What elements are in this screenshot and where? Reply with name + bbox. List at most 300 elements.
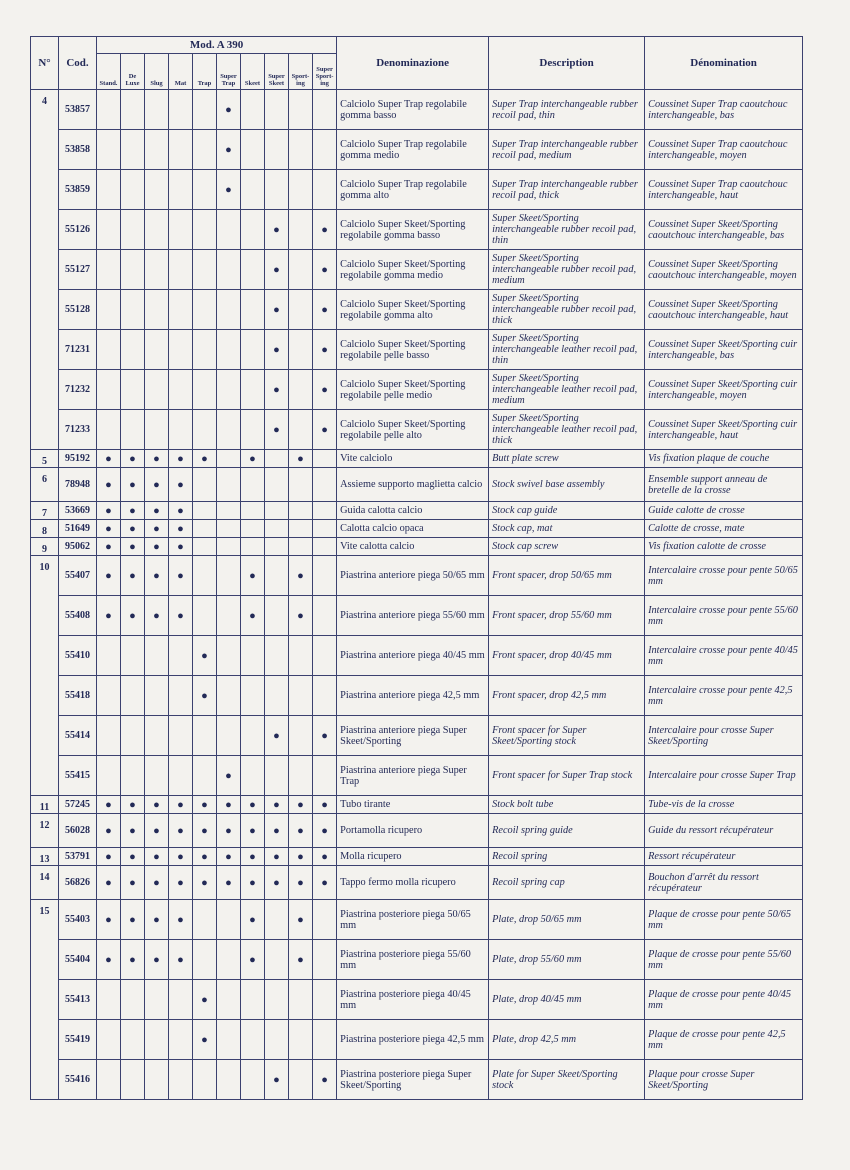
part-code: 53857 bbox=[59, 90, 97, 130]
model-applicability-cell bbox=[169, 468, 193, 502]
model-applicability-cell bbox=[217, 502, 241, 520]
description-english: Super Skeet/Sporting interchangeable rubber recoil pad, thick bbox=[489, 290, 645, 330]
model-applicability-cell bbox=[313, 866, 337, 900]
description-english: Stock cap screw bbox=[489, 538, 645, 556]
description-english: Front spacer, drop 55/60 mm bbox=[489, 596, 645, 636]
description-french: Plaque pour crosse Super Skeet/Sporting bbox=[645, 1060, 803, 1100]
applies-dot-icon: ● bbox=[129, 504, 136, 517]
applies-dot-icon: ● bbox=[129, 522, 136, 535]
applies-dot-icon: ● bbox=[321, 824, 328, 837]
applies-dot-icon: ● bbox=[297, 609, 304, 622]
applies-dot-icon: ● bbox=[321, 383, 328, 396]
applies-dot-icon: ● bbox=[153, 478, 160, 491]
model-applicability-cell bbox=[265, 900, 289, 940]
model-applicability-cell bbox=[97, 290, 121, 330]
model-applicability-cell bbox=[193, 940, 217, 980]
model-applicability-cell bbox=[313, 410, 337, 450]
part-code: 55126 bbox=[59, 210, 97, 250]
model-applicability-cell bbox=[289, 796, 313, 814]
applies-dot-icon: ● bbox=[177, 522, 184, 535]
model-applicability-cell bbox=[265, 756, 289, 796]
applies-dot-icon: ● bbox=[321, 263, 328, 276]
model-applicability-cell bbox=[217, 796, 241, 814]
header-variant bbox=[289, 54, 313, 90]
model-applicability-cell bbox=[169, 90, 193, 130]
model-applicability-cell bbox=[241, 130, 265, 170]
description-italian: Vite calciolo bbox=[337, 450, 489, 468]
model-applicability-cell bbox=[313, 330, 337, 370]
model-applicability-cell bbox=[217, 410, 241, 450]
description-french: Coussinet Super Trap caoutchouc interchangeable, bas bbox=[645, 90, 803, 130]
model-applicability-cell bbox=[145, 330, 169, 370]
model-applicability-cell bbox=[241, 1060, 265, 1100]
model-applicability-cell bbox=[313, 130, 337, 170]
model-applicability-cell bbox=[193, 716, 217, 756]
model-applicability-cell bbox=[145, 900, 169, 940]
description-italian: Calciolo Super Skeet/Sporting regolabile pelle basso bbox=[337, 330, 489, 370]
applies-dot-icon: ● bbox=[201, 798, 208, 811]
model-applicability-cell bbox=[241, 556, 265, 596]
model-applicability-cell bbox=[121, 290, 145, 330]
description-italian: Piastrina anteriore piega 42,5 mm bbox=[337, 676, 489, 716]
model-applicability-cell bbox=[193, 636, 217, 676]
model-applicability-cell bbox=[121, 796, 145, 814]
model-applicability-cell bbox=[289, 290, 313, 330]
parts-table bbox=[30, 36, 803, 1100]
model-applicability-cell bbox=[193, 676, 217, 716]
model-applicability-cell bbox=[265, 450, 289, 468]
model-applicability-cell bbox=[313, 814, 337, 848]
model-applicability-cell bbox=[265, 676, 289, 716]
applies-dot-icon: ● bbox=[177, 953, 184, 966]
header-variant bbox=[265, 54, 289, 90]
model-applicability-cell bbox=[97, 756, 121, 796]
model-applicability-cell bbox=[217, 90, 241, 130]
header-variant bbox=[169, 54, 193, 90]
part-code: 71233 bbox=[59, 410, 97, 450]
applies-dot-icon: ● bbox=[225, 769, 232, 782]
description-english: Super Skeet/Sporting interchangeable leather recoil pad, medium bbox=[489, 370, 645, 410]
description-french: Plaque de crosse pour pente 55/60 mm bbox=[645, 940, 803, 980]
applies-dot-icon: ● bbox=[129, 540, 136, 553]
applies-dot-icon: ● bbox=[249, 913, 256, 926]
applies-dot-icon: ● bbox=[249, 609, 256, 622]
model-applicability-cell bbox=[265, 866, 289, 900]
applies-dot-icon: ● bbox=[297, 824, 304, 837]
model-applicability-cell bbox=[217, 866, 241, 900]
applies-dot-icon: ● bbox=[177, 504, 184, 517]
table-row bbox=[31, 756, 803, 796]
model-applicability-cell bbox=[193, 250, 217, 290]
header-code: Cod. bbox=[59, 37, 97, 90]
model-applicability-cell bbox=[241, 170, 265, 210]
description-english: Plate, drop 42,5 mm bbox=[489, 1020, 645, 1060]
applies-dot-icon: ● bbox=[297, 569, 304, 582]
model-applicability-cell bbox=[289, 596, 313, 636]
model-applicability-cell bbox=[145, 468, 169, 502]
model-applicability-cell bbox=[289, 538, 313, 556]
applies-dot-icon: ● bbox=[129, 798, 136, 811]
model-applicability-cell bbox=[121, 1020, 145, 1060]
table-row bbox=[31, 210, 803, 250]
model-applicability-cell bbox=[265, 170, 289, 210]
table-row bbox=[31, 170, 803, 210]
description-french: Plaque de crosse pour pente 40/45 mm bbox=[645, 980, 803, 1020]
model-applicability-cell bbox=[241, 502, 265, 520]
model-applicability-cell bbox=[289, 900, 313, 940]
part-code: 71232 bbox=[59, 370, 97, 410]
model-applicability-cell bbox=[97, 170, 121, 210]
model-applicability-cell bbox=[193, 1020, 217, 1060]
table-row bbox=[31, 940, 803, 980]
model-applicability-cell bbox=[313, 90, 337, 130]
applies-dot-icon: ● bbox=[129, 824, 136, 837]
applies-dot-icon: ● bbox=[177, 452, 184, 465]
model-applicability-cell bbox=[217, 676, 241, 716]
part-code: 53791 bbox=[59, 848, 97, 866]
model-applicability-cell bbox=[121, 450, 145, 468]
model-applicability-cell bbox=[121, 410, 145, 450]
description-french: Intercalaire pour crosse Super Skeet/Sporting bbox=[645, 716, 803, 756]
model-applicability-cell bbox=[313, 980, 337, 1020]
model-applicability-cell bbox=[145, 410, 169, 450]
description-english: Super Trap interchangeable rubber recoil pad, medium bbox=[489, 130, 645, 170]
description-italian: Calciolo Super Skeet/Sporting regolabile gomma medio bbox=[337, 250, 489, 290]
model-applicability-cell bbox=[121, 502, 145, 520]
model-applicability-cell bbox=[169, 756, 193, 796]
model-applicability-cell bbox=[265, 596, 289, 636]
applies-dot-icon: ● bbox=[129, 850, 136, 863]
model-applicability-cell bbox=[97, 538, 121, 556]
applies-dot-icon: ● bbox=[321, 798, 328, 811]
model-applicability-cell bbox=[217, 370, 241, 410]
model-applicability-cell bbox=[169, 502, 193, 520]
description-english: Super Skeet/Sporting interchangeable rubber recoil pad, medium bbox=[489, 250, 645, 290]
description-italian: Piastrina anteriore piega 50/65 mm bbox=[337, 556, 489, 596]
applies-dot-icon: ● bbox=[249, 569, 256, 582]
applies-dot-icon: ● bbox=[105, 824, 112, 837]
item-number: 6 bbox=[31, 468, 59, 502]
applies-dot-icon: ● bbox=[153, 540, 160, 553]
model-applicability-cell bbox=[289, 1060, 313, 1100]
description-french: Coussinet Super Skeet/Sporting caoutchouc interchangeable, haut bbox=[645, 290, 803, 330]
model-applicability-cell bbox=[241, 866, 265, 900]
model-applicability-cell bbox=[241, 940, 265, 980]
model-applicability-cell bbox=[265, 290, 289, 330]
part-code: 56028 bbox=[59, 814, 97, 848]
model-applicability-cell bbox=[289, 756, 313, 796]
header-variant bbox=[241, 54, 265, 90]
header-variant-line: Luxe bbox=[125, 80, 140, 87]
header-variant-line: Sport- bbox=[315, 73, 334, 80]
model-applicability-cell bbox=[97, 468, 121, 502]
description-italian: Calciolo Super Trap regolabile gomma alto bbox=[337, 170, 489, 210]
applies-dot-icon: ● bbox=[321, 223, 328, 236]
part-code: 78948 bbox=[59, 468, 97, 502]
model-applicability-cell bbox=[289, 250, 313, 290]
model-applicability-cell bbox=[241, 900, 265, 940]
description-italian: Piastrina posteriore piega Super Skeet/Sporting bbox=[337, 1060, 489, 1100]
applies-dot-icon: ● bbox=[201, 649, 208, 662]
model-applicability-cell bbox=[145, 370, 169, 410]
model-applicability-cell bbox=[217, 596, 241, 636]
model-applicability-cell bbox=[193, 538, 217, 556]
table-row bbox=[31, 596, 803, 636]
applies-dot-icon: ● bbox=[153, 522, 160, 535]
model-applicability-cell bbox=[169, 520, 193, 538]
model-applicability-cell bbox=[265, 370, 289, 410]
model-applicability-cell bbox=[313, 520, 337, 538]
model-applicability-cell bbox=[193, 796, 217, 814]
description-english: Front spacer for Super Trap stock bbox=[489, 756, 645, 796]
description-italian: Piastrina posteriore piega 42,5 mm bbox=[337, 1020, 489, 1060]
applies-dot-icon: ● bbox=[153, 798, 160, 811]
table-row bbox=[31, 1060, 803, 1100]
model-applicability-cell bbox=[97, 502, 121, 520]
model-applicability-cell bbox=[241, 210, 265, 250]
model-applicability-cell bbox=[121, 370, 145, 410]
model-applicability-cell bbox=[145, 502, 169, 520]
part-code: 55410 bbox=[59, 636, 97, 676]
model-applicability-cell bbox=[145, 636, 169, 676]
description-french: Coussinet Super Trap caoutchouc interchangeable, moyen bbox=[645, 130, 803, 170]
model-applicability-cell bbox=[217, 210, 241, 250]
applies-dot-icon: ● bbox=[201, 824, 208, 837]
description-english: Recoil spring bbox=[489, 848, 645, 866]
applies-dot-icon: ● bbox=[297, 953, 304, 966]
applies-dot-icon: ● bbox=[129, 569, 136, 582]
model-applicability-cell bbox=[241, 290, 265, 330]
model-applicability-cell bbox=[217, 1020, 241, 1060]
description-italian: Piastrina anteriore piega Super Trap bbox=[337, 756, 489, 796]
applies-dot-icon: ● bbox=[153, 609, 160, 622]
applies-dot-icon: ● bbox=[177, 913, 184, 926]
item-number: 11 bbox=[31, 796, 59, 814]
description-french: Bouchon d'arrêt du ressort récupérateur bbox=[645, 866, 803, 900]
model-applicability-cell bbox=[217, 848, 241, 866]
applies-dot-icon: ● bbox=[273, 798, 280, 811]
model-applicability-cell bbox=[121, 940, 145, 980]
applies-dot-icon: ● bbox=[129, 953, 136, 966]
model-applicability-cell bbox=[241, 410, 265, 450]
model-applicability-cell bbox=[265, 940, 289, 980]
applies-dot-icon: ● bbox=[129, 609, 136, 622]
description-italian: Calciolo Super Skeet/Sporting regolabile pelle alto bbox=[337, 410, 489, 450]
applies-dot-icon: ● bbox=[105, 540, 112, 553]
item-number: 12 bbox=[31, 814, 59, 848]
model-applicability-cell bbox=[97, 330, 121, 370]
model-applicability-cell bbox=[265, 980, 289, 1020]
table-row bbox=[31, 1020, 803, 1060]
description-italian: Piastrina posteriore piega 55/60 mm bbox=[337, 940, 489, 980]
model-applicability-cell bbox=[193, 596, 217, 636]
model-applicability-cell bbox=[169, 410, 193, 450]
model-applicability-cell bbox=[169, 170, 193, 210]
model-applicability-cell bbox=[121, 636, 145, 676]
applies-dot-icon: ● bbox=[273, 824, 280, 837]
description-english: Plate, drop 55/60 mm bbox=[489, 940, 645, 980]
header-variant bbox=[193, 54, 217, 90]
description-english: Plate, drop 50/65 mm bbox=[489, 900, 645, 940]
model-applicability-cell bbox=[97, 814, 121, 848]
description-english: Front spacer, drop 50/65 mm bbox=[489, 556, 645, 596]
applies-dot-icon: ● bbox=[273, 343, 280, 356]
table-row bbox=[31, 370, 803, 410]
applies-dot-icon: ● bbox=[225, 183, 232, 196]
applies-dot-icon: ● bbox=[249, 452, 256, 465]
description-french: Guide du ressort récupérateur bbox=[645, 814, 803, 848]
model-applicability-cell bbox=[97, 520, 121, 538]
table-row bbox=[31, 636, 803, 676]
header-variant-line: Sport- bbox=[291, 73, 310, 80]
description-english: Recoil spring cap bbox=[489, 866, 645, 900]
applies-dot-icon: ● bbox=[201, 689, 208, 702]
description-english: Super Trap interchangeable rubber recoil pad, thick bbox=[489, 170, 645, 210]
model-applicability-cell bbox=[241, 520, 265, 538]
model-applicability-cell bbox=[193, 410, 217, 450]
model-applicability-cell bbox=[241, 796, 265, 814]
description-french: Guide calotte de crosse bbox=[645, 502, 803, 520]
part-code: 55128 bbox=[59, 290, 97, 330]
item-number: 4 bbox=[31, 90, 59, 450]
description-french: Plaque de crosse pour pente 50/65 mm bbox=[645, 900, 803, 940]
model-applicability-cell bbox=[241, 330, 265, 370]
model-applicability-cell bbox=[145, 596, 169, 636]
model-applicability-cell bbox=[121, 756, 145, 796]
item-number: 9 bbox=[31, 538, 59, 556]
model-applicability-cell bbox=[97, 1020, 121, 1060]
applies-dot-icon: ● bbox=[105, 522, 112, 535]
applies-dot-icon: ● bbox=[129, 913, 136, 926]
table-row bbox=[31, 716, 803, 756]
applies-dot-icon: ● bbox=[273, 876, 280, 889]
model-applicability-cell bbox=[289, 502, 313, 520]
header-variant-line: Super bbox=[268, 73, 285, 80]
model-applicability-cell bbox=[169, 980, 193, 1020]
header-variant-line: Super bbox=[316, 66, 333, 73]
part-code: 55404 bbox=[59, 940, 97, 980]
applies-dot-icon: ● bbox=[273, 383, 280, 396]
applies-dot-icon: ● bbox=[297, 876, 304, 889]
model-applicability-cell bbox=[193, 210, 217, 250]
model-applicability-cell bbox=[169, 636, 193, 676]
model-applicability-cell bbox=[265, 210, 289, 250]
applies-dot-icon: ● bbox=[105, 569, 112, 582]
part-code: 55408 bbox=[59, 596, 97, 636]
model-applicability-cell bbox=[241, 756, 265, 796]
description-english: Super Skeet/Sporting interchangeable rubber recoil pad, thin bbox=[489, 210, 645, 250]
model-applicability-cell bbox=[241, 90, 265, 130]
model-applicability-cell bbox=[241, 980, 265, 1020]
model-applicability-cell bbox=[97, 636, 121, 676]
model-applicability-cell bbox=[193, 814, 217, 848]
model-applicability-cell bbox=[289, 130, 313, 170]
model-applicability-cell bbox=[169, 330, 193, 370]
description-english: Stock cap guide bbox=[489, 502, 645, 520]
applies-dot-icon: ● bbox=[249, 850, 256, 863]
model-applicability-cell bbox=[313, 210, 337, 250]
description-french: Vis fixation plaque de couche bbox=[645, 450, 803, 468]
model-applicability-cell bbox=[169, 814, 193, 848]
model-applicability-cell bbox=[169, 866, 193, 900]
model-applicability-cell bbox=[313, 450, 337, 468]
header-variant bbox=[217, 54, 241, 90]
description-french: Coussinet Super Skeet/Sporting cuir interchangeable, bas bbox=[645, 330, 803, 370]
table-row bbox=[31, 450, 803, 468]
model-applicability-cell bbox=[313, 636, 337, 676]
model-applicability-cell bbox=[169, 900, 193, 940]
model-applicability-cell bbox=[241, 596, 265, 636]
model-applicability-cell bbox=[169, 940, 193, 980]
applies-dot-icon: ● bbox=[273, 850, 280, 863]
model-applicability-cell bbox=[217, 250, 241, 290]
model-applicability-cell bbox=[313, 756, 337, 796]
table-row bbox=[31, 848, 803, 866]
description-italian: Calciolo Super Skeet/Sporting regolabile gomma basso bbox=[337, 210, 489, 250]
model-applicability-cell bbox=[193, 900, 217, 940]
model-applicability-cell bbox=[313, 940, 337, 980]
applies-dot-icon: ● bbox=[225, 850, 232, 863]
model-applicability-cell bbox=[217, 556, 241, 596]
model-applicability-cell bbox=[241, 636, 265, 676]
item-number: 8 bbox=[31, 520, 59, 538]
model-applicability-cell bbox=[121, 848, 145, 866]
model-applicability-cell bbox=[169, 848, 193, 866]
model-applicability-cell bbox=[217, 468, 241, 502]
model-applicability-cell bbox=[169, 450, 193, 468]
model-applicability-cell bbox=[265, 468, 289, 502]
model-applicability-cell bbox=[121, 468, 145, 502]
model-applicability-cell bbox=[289, 210, 313, 250]
applies-dot-icon: ● bbox=[105, 478, 112, 491]
applies-dot-icon: ● bbox=[105, 609, 112, 622]
item-number: 10 bbox=[31, 556, 59, 796]
header-variant bbox=[313, 54, 337, 90]
header-variant bbox=[121, 54, 145, 90]
model-applicability-cell bbox=[193, 556, 217, 596]
applies-dot-icon: ● bbox=[177, 609, 184, 622]
model-applicability-cell bbox=[97, 980, 121, 1020]
applies-dot-icon: ● bbox=[129, 876, 136, 889]
model-applicability-cell bbox=[145, 1060, 169, 1100]
description-english: Stock swivel base assembly bbox=[489, 468, 645, 502]
model-applicability-cell bbox=[313, 1060, 337, 1100]
applies-dot-icon: ● bbox=[225, 824, 232, 837]
parts-sheet bbox=[30, 36, 803, 1100]
model-applicability-cell bbox=[289, 866, 313, 900]
model-applicability-cell bbox=[97, 796, 121, 814]
model-applicability-cell bbox=[265, 636, 289, 676]
description-french: Intercalaire crosse pour pente 40/45 mm bbox=[645, 636, 803, 676]
part-code: 53858 bbox=[59, 130, 97, 170]
model-applicability-cell bbox=[193, 756, 217, 796]
applies-dot-icon: ● bbox=[273, 423, 280, 436]
model-applicability-cell bbox=[289, 980, 313, 1020]
model-applicability-cell bbox=[193, 848, 217, 866]
table-row bbox=[31, 520, 803, 538]
table-row bbox=[31, 468, 803, 502]
model-applicability-cell bbox=[193, 866, 217, 900]
description-italian: Piastrina posteriore piega 40/45 mm bbox=[337, 980, 489, 1020]
model-applicability-cell bbox=[145, 90, 169, 130]
applies-dot-icon: ● bbox=[153, 953, 160, 966]
applies-dot-icon: ● bbox=[201, 993, 208, 1006]
header-variant bbox=[145, 54, 169, 90]
model-applicability-cell bbox=[169, 1060, 193, 1100]
model-applicability-cell bbox=[313, 596, 337, 636]
model-applicability-cell bbox=[313, 502, 337, 520]
description-italian: Piastrina posteriore piega 50/65 mm bbox=[337, 900, 489, 940]
